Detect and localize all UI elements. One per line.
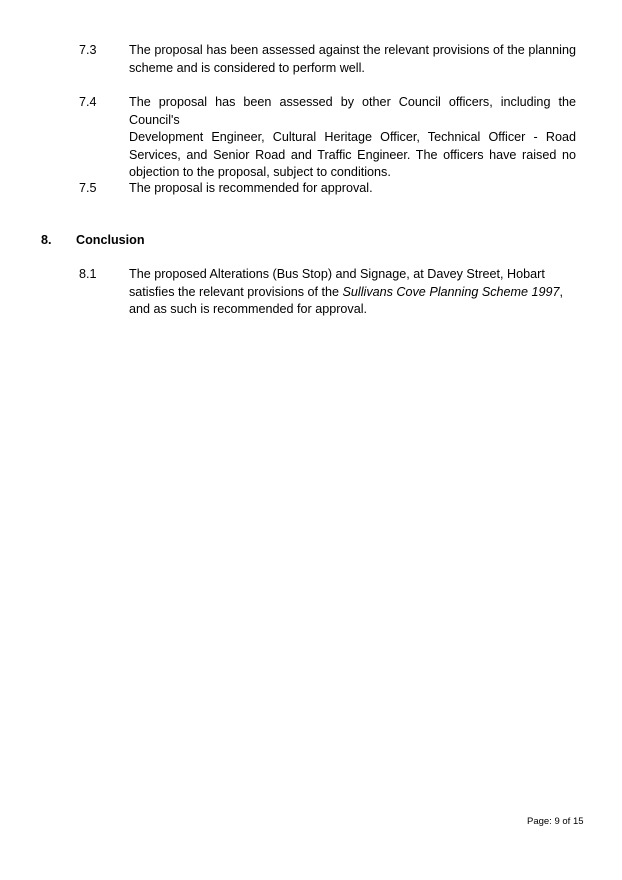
text-line: objection to the proposal, subject to conditions. [129,165,391,179]
paragraph-text [129,180,576,198]
paragraph-number: 7.4 [79,95,97,109]
text-line: and as such is recommended for approval. [129,302,368,316]
text-segment: satisfies the relevant provisions of the [129,284,343,299]
page-number-footer: Page: 9 of 15 [527,816,584,827]
planning-scheme-title: Sullivans Cove Planning Scheme 1997 [342,284,560,299]
text-segment: , [559,284,564,299]
paragraph-number: 8.1 [79,267,97,281]
paragraph-number: 7.3 [79,43,97,57]
paragraph-text [129,42,576,77]
paragraph-text [129,94,576,182]
section-number: 8. [41,233,52,247]
text-line: Development Engineer, Cultural Heritage Officer, Technical Officer - Road [129,130,576,144]
text-line: scheme and is considered to perform well. [129,60,365,75]
text-line: Services, and Senior Road and Traffic Engineer. The officers have raised no [129,147,576,162]
paragraph-number: 7.5 [79,181,97,195]
text-line: The proposal has been assessed against the relevant provisions of the planning [129,43,576,57]
paragraph-text [129,266,576,319]
text-line: The proposal has been assessed by other Council officers, including the Council's [129,95,576,127]
section-title: Conclusion [76,233,145,247]
text-line: The proposed Alterations (Bus Stop) and Signage, at Davey Street, Hobart [129,267,545,281]
text-line [129,284,576,302]
text-line: The proposal is recommended for approval. [129,181,373,195]
